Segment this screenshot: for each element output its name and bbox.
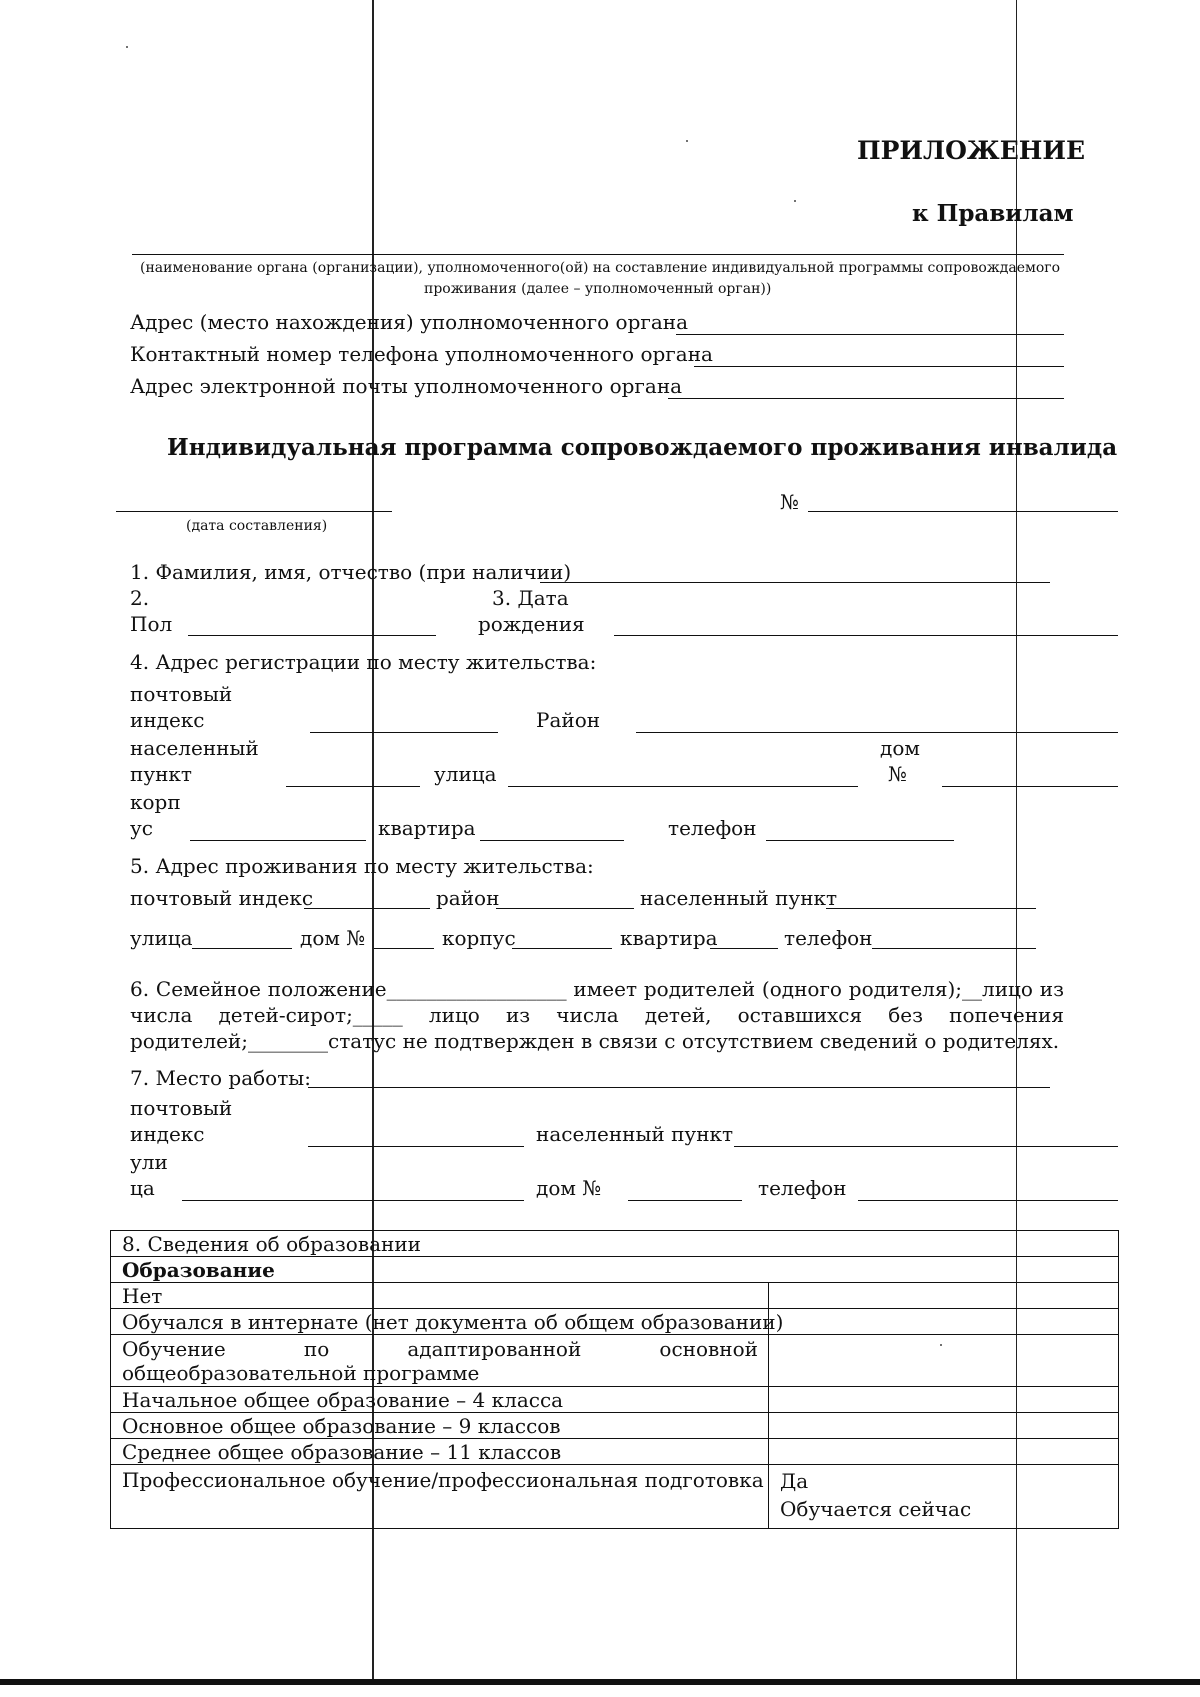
s7-postal-label-cont: индекс bbox=[130, 1122, 205, 1146]
s5-corpus-line[interactable] bbox=[512, 948, 612, 949]
s7-phone-line[interactable] bbox=[858, 1200, 1118, 1201]
s5-corpus-label: корпус bbox=[442, 926, 516, 950]
program-title: Индивидуальная программа сопровождаемого проживания инвалида bbox=[167, 434, 1118, 461]
authority-address-line[interactable] bbox=[676, 334, 1064, 335]
row-answer-cell[interactable] bbox=[768, 1464, 1119, 1529]
s5-settlement-label: населенный пункт bbox=[640, 886, 838, 910]
scan-speck bbox=[686, 140, 688, 142]
row-answer-cell[interactable] bbox=[768, 1334, 1119, 1387]
education-title-row bbox=[110, 1230, 1119, 1257]
s4-settlement-label: населенный bbox=[130, 736, 259, 760]
row-answer-cell[interactable] bbox=[768, 1386, 1119, 1413]
authority-email-label: Адрес электронной почты уполномоченного органа bbox=[130, 374, 683, 398]
s2-number: 2. bbox=[130, 586, 150, 610]
s4-settlement-label-cont: пункт bbox=[130, 762, 192, 786]
s5-district-label: район bbox=[436, 886, 500, 910]
scan-speck bbox=[794, 200, 796, 202]
s7-house-label: дом № bbox=[536, 1176, 602, 1200]
s3-birth-label: рождения bbox=[478, 612, 585, 636]
s4-corp-label: корп bbox=[130, 790, 181, 814]
s4-title: 4. Адрес регистрации по месту жительства: bbox=[130, 650, 597, 674]
s5-house-label: дом № bbox=[300, 926, 366, 950]
authority-phone-line[interactable] bbox=[694, 366, 1064, 367]
s3-number: 3. Дата bbox=[492, 586, 569, 610]
authority-email-line[interactable] bbox=[668, 398, 1064, 399]
table-row bbox=[110, 1282, 769, 1309]
scan-bottom-edge bbox=[0, 1679, 1200, 1685]
s6-family-status: 6. Семейное положение__________________ имеет родителей (одного родителя);__лицо из числа детей-сирот;_____ лицо из числа детей, оставшихся без попечения родителей;________статус не подтвержден в связи с отсутствием сведений о родителях. bbox=[130, 977, 1064, 1053]
s5-title: 5. Адрес проживания по месту жительства: bbox=[130, 854, 594, 878]
table-row bbox=[110, 1308, 784, 1335]
s4-corp-line[interactable] bbox=[190, 840, 366, 841]
date-caption: (дата составления) bbox=[186, 518, 328, 534]
s4-phone-line[interactable] bbox=[766, 840, 954, 841]
s5-phone-line[interactable] bbox=[872, 948, 1036, 949]
authority-caption: (наименование органа (организации), уполномоченного(ой) на составление индивидуальной программы сопровождаемого bbox=[140, 260, 1061, 276]
date-line[interactable] bbox=[116, 511, 392, 512]
s7-postal-label: почтовый bbox=[130, 1096, 233, 1120]
rules-reference: к Правилам bbox=[912, 200, 1074, 227]
row-label-adapted-program: Обучение по адаптированной основной общеобразовательной программе bbox=[122, 1337, 758, 1385]
s7-street-label: ули bbox=[130, 1150, 168, 1174]
s5-postal-line[interactable] bbox=[304, 908, 430, 909]
s7-street-label-cont: ца bbox=[130, 1176, 155, 1200]
s3-birth-line[interactable] bbox=[614, 635, 1118, 636]
s5-district-line[interactable] bbox=[496, 908, 634, 909]
s4-house-label: дом bbox=[880, 736, 920, 760]
s4-postal-label: почтовый bbox=[130, 682, 233, 706]
row-label-internat: Обучался в интернате (нет документа об общем образовании) bbox=[122, 1310, 784, 1334]
s4-street-line[interactable] bbox=[508, 786, 858, 787]
s5-street-line[interactable] bbox=[192, 948, 292, 949]
authority-caption-cont: проживания (далее – уполномоченный орган)) bbox=[424, 281, 772, 297]
s7-phone-label: телефон bbox=[758, 1176, 847, 1200]
authority-name-line[interactable] bbox=[132, 254, 1064, 255]
s7-settlement-label: населенный пункт bbox=[536, 1122, 734, 1146]
education-title: 8. Сведения об образовании bbox=[122, 1232, 421, 1256]
option-studying-now[interactable]: Обучается сейчас bbox=[780, 1497, 972, 1521]
s4-apartment-line[interactable] bbox=[480, 840, 624, 841]
table-row bbox=[110, 1464, 769, 1529]
row-label-secondary: Среднее общее образование – 11 классов bbox=[122, 1440, 562, 1464]
row-answer-cell[interactable] bbox=[768, 1412, 1119, 1439]
s4-apartment-label: квартира bbox=[378, 816, 476, 840]
table-row bbox=[110, 1438, 769, 1465]
s4-house-label-cont: № bbox=[888, 762, 907, 786]
s7-postal-line[interactable] bbox=[308, 1146, 524, 1147]
s7-settlement-line[interactable] bbox=[734, 1146, 1118, 1147]
s4-settlement-line[interactable] bbox=[286, 786, 420, 787]
s5-street-label: улица bbox=[130, 926, 193, 950]
row-label-professional: Профессиональное обучение/профессиональная подготовка bbox=[122, 1468, 764, 1492]
s1-fio-label: 1. Фамилия, имя, отчество (при наличии) bbox=[130, 560, 572, 584]
option-yes[interactable]: Да bbox=[780, 1469, 809, 1493]
s7-street-line[interactable] bbox=[182, 1200, 524, 1201]
s5-apartment-line[interactable] bbox=[710, 948, 778, 949]
education-header: Образование bbox=[122, 1258, 275, 1282]
s4-district-label: Район bbox=[536, 708, 601, 732]
program-number-label: № bbox=[780, 490, 799, 514]
s7-title: 7. Место работы: bbox=[130, 1066, 311, 1090]
table-row bbox=[110, 1412, 769, 1439]
row-label-primary: Начальное общее образование – 4 класса bbox=[122, 1388, 564, 1412]
s5-house-line[interactable] bbox=[374, 948, 434, 949]
s5-apartment-label: квартира bbox=[620, 926, 718, 950]
s7-house-line[interactable] bbox=[628, 1200, 742, 1201]
authority-phone-label: Контактный номер телефона уполномоченного органа bbox=[130, 342, 713, 366]
s2-sex-line[interactable] bbox=[188, 635, 436, 636]
program-number-line[interactable] bbox=[808, 511, 1118, 512]
s7-workplace-line[interactable] bbox=[308, 1087, 1050, 1088]
s5-settlement-line[interactable] bbox=[826, 908, 1036, 909]
education-header-row bbox=[110, 1256, 1119, 1283]
table-row bbox=[110, 1386, 769, 1413]
s4-phone-label: телефон bbox=[668, 816, 757, 840]
appendix-title: ПРИЛОЖЕНИЕ bbox=[857, 136, 1086, 165]
s4-postal-label-cont: индекс bbox=[130, 708, 205, 732]
row-answer-cell[interactable] bbox=[768, 1438, 1119, 1465]
authority-address-label: Адрес (место нахождения) уполномоченного органа bbox=[130, 310, 689, 334]
s4-district-line[interactable] bbox=[636, 732, 1118, 733]
row-answer-cell[interactable] bbox=[768, 1308, 1119, 1335]
s1-fio-line[interactable] bbox=[540, 582, 1050, 583]
row-answer-cell[interactable] bbox=[768, 1282, 1119, 1309]
row-label-basic: Основное общее образование – 9 классов bbox=[122, 1414, 561, 1438]
scan-speck bbox=[126, 46, 128, 48]
table-row bbox=[110, 1334, 769, 1387]
s4-street-label: улица bbox=[434, 762, 497, 786]
s2-sex-label: Пол bbox=[130, 612, 173, 636]
s5-phone-label: телефон bbox=[784, 926, 873, 950]
s4-corp-label-cont: ус bbox=[130, 816, 153, 840]
row-label-none: Нет bbox=[122, 1284, 163, 1308]
s4-postal-line[interactable] bbox=[310, 732, 498, 733]
s5-postal-label: почтовый индекс bbox=[130, 886, 314, 910]
s4-house-line[interactable] bbox=[942, 786, 1118, 787]
